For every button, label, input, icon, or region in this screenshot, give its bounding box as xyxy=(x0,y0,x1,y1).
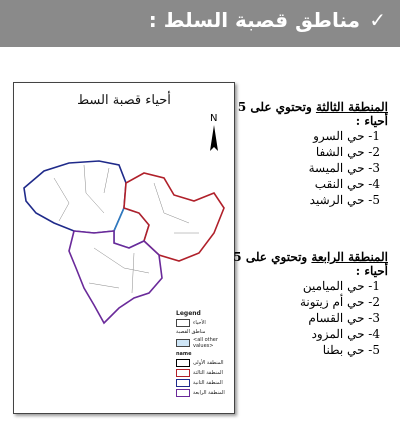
list-item: 1- حي السرو xyxy=(313,129,380,143)
legend-item: المنطقة الثانية xyxy=(176,379,230,387)
zone-3-section xyxy=(228,100,388,208)
legend-item: مناطق القصبة xyxy=(176,329,206,335)
legend-item: الأحياء xyxy=(176,319,230,327)
north-arrow-icon xyxy=(204,111,224,161)
zone-3-list xyxy=(228,128,388,208)
legend-item: المنطقة الثالثة xyxy=(176,369,230,377)
zone-3-heading: المنطقة الثالثة وتحتوي على 5 أحياء : xyxy=(237,100,388,128)
legend-title: Legend xyxy=(176,310,201,317)
list-item: 4- حي المزود xyxy=(311,327,380,341)
zone-4-section xyxy=(228,250,388,358)
zone-4-list xyxy=(228,278,388,358)
list-item: 2- حي أم زيتونة xyxy=(299,295,380,309)
list-item: 1- حي الميامين xyxy=(302,279,380,293)
list-item: 2- حي الشفا xyxy=(315,145,380,159)
page-header xyxy=(0,0,400,47)
list-item: 5- حي بطنا xyxy=(322,343,380,357)
page-title: مناطق قصبة السلط : xyxy=(148,8,360,32)
check-icon: ✓ xyxy=(369,8,386,32)
north-label: N xyxy=(210,113,218,124)
list-item: 4- حي النقب xyxy=(314,177,380,191)
list-item: 3- حي الميسة xyxy=(308,161,380,175)
zone-4-heading: المنطقة الرابعة وتحتوي على 5 أحياء : xyxy=(233,250,388,278)
map-figure xyxy=(13,82,235,414)
map-zone-3 xyxy=(69,231,162,323)
list-item: 5- حي الرشيد xyxy=(309,193,380,207)
map-legend xyxy=(176,310,230,399)
map-zone-1 xyxy=(24,161,126,233)
legend-item: <all other values> xyxy=(176,337,230,349)
legend-item: المنطقة الرابعة xyxy=(176,389,230,397)
map-title: أحياء قصبة السط xyxy=(77,93,171,108)
legend-item: name xyxy=(176,351,192,357)
legend-item: المنطقة الأولى xyxy=(176,359,230,367)
list-item: 3- حي القسام xyxy=(308,311,380,325)
